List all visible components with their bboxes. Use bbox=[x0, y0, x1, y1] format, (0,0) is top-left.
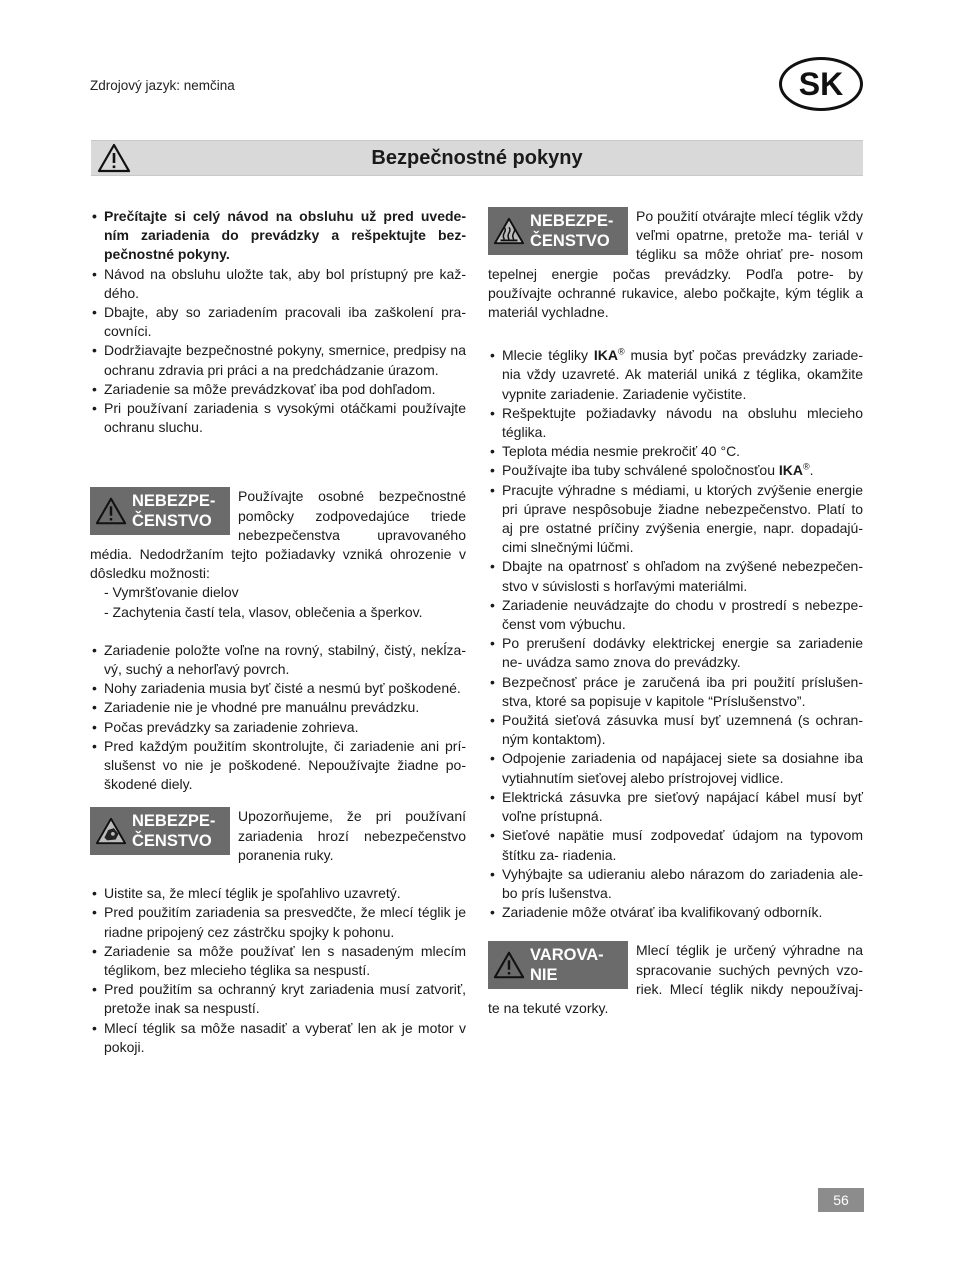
danger-notice-hot bbox=[488, 207, 863, 322]
list-item: • Uistite sa, že mlecí téglik je spoľahlivo uzavretý. bbox=[90, 884, 466, 903]
danger-label: NEBEZPE- ČENSTVO bbox=[132, 812, 216, 851]
warning-label-box bbox=[488, 941, 628, 989]
danger-label: NEBEZPE- ČENSTVO bbox=[132, 492, 216, 531]
list-item: • Odpojenie zariadenia od napájacej siete sa dosiahne iba vytiahnutím sieťovej alebo prístrojovej vidlice. bbox=[488, 749, 863, 787]
left-column bbox=[90, 207, 466, 1057]
brand-name: IKA bbox=[593, 347, 618, 364]
right-column bbox=[488, 207, 863, 1018]
list-item: • Elektrická zásuvka pre sieťový napájací kábel musí byť voľne prístupná. bbox=[488, 788, 863, 826]
list-item: • Prečítajte si celý návod na obsluhu už pred uvede- ním zariadenia do prevádzky a rešpektujte bez- pečnostné pokyny. bbox=[90, 207, 466, 265]
list-item: • Bezpečnosť práce je zaručená iba pri použití príslušen- stva, ktoré sa popisuje v kapitole “Príslušenstvo”. bbox=[488, 673, 863, 711]
danger-label-box bbox=[488, 207, 628, 255]
list-item: • Zariadenie položte voľne na rovný, stabilný, čistý, nekĺza- vý, suchý a nehorľavý povrch. bbox=[90, 641, 466, 679]
list-item: • Mlecí téglik sa môže nasadiť a vyberať len ak je motor v pokoji. bbox=[90, 1019, 466, 1057]
list-item: • Zariadenie neuvádzajte do chodu v prostredí s nebezpe- čenst vom výbuchu. bbox=[488, 596, 863, 634]
list-item: • Po prerušení dodávky elektrickej energie sa zariadenie ne- uvádza samo znova do prevádzky. bbox=[488, 634, 863, 672]
warning-triangle-icon bbox=[493, 950, 525, 980]
list-item: • Používajte iba tuby schválené spoločnosťou IKA®. bbox=[488, 461, 863, 480]
danger-label-box bbox=[90, 487, 230, 535]
list-item: • Použitá sieťová zásuvka musí byť uzemnená (s ochran- ným kontaktom). bbox=[488, 711, 863, 749]
danger-label: NEBEZPE- ČENSTVO bbox=[530, 212, 614, 250]
danger-text: Upozorňujeme, že pri používaní zariadenia hrozí nebezpečenstvo poranenia ruky. bbox=[238, 808, 466, 863]
list-item: • Sieťové napätie musí zodpovedať údajom na typovom štítku za- riadenia. bbox=[488, 826, 863, 864]
section-title-bar bbox=[91, 140, 863, 176]
danger-notice-hand bbox=[90, 807, 466, 865]
list-item: • Pred každým použitím skontrolujte, či zariadenie ani prí- slušenst vo nie je poškodené. Nepoužívajte žiadne po- škodené diely. bbox=[90, 737, 466, 795]
list-item: • Pred použitím sa ochranný kryt zariadenia musí zatvoriť, pretože inak sa nespustí. bbox=[90, 980, 466, 1018]
danger-notice-ppe bbox=[90, 487, 466, 621]
warning-triangle-icon bbox=[95, 496, 127, 526]
page-number: 56 bbox=[818, 1188, 864, 1212]
danger-text: Po použití otvárajte mlecí téglik vždy veľmi opatrne, pretože ma- teriál v tégliku sa môže ohriať pre- nosom tepelnej energie počas prevádzky. Podľa potre- by používajte ochranné rukavice, alebo počkajte, kým téglik a materiál vychladne. bbox=[488, 208, 863, 321]
hot-surface-icon bbox=[493, 216, 525, 246]
registered-mark: ® bbox=[617, 346, 625, 357]
list-item: • Rešpektujte požiadavky návodu na obsluhu mlecieho téglika. bbox=[488, 404, 863, 442]
source-language-note: Zdrojový jazyk: nemčina bbox=[90, 78, 235, 93]
list-item: • Mlecie tégliky IKA® musia byť počas prevádzky zariade- nia vždy uzavreté. Ak materiál uniká z téglika, okamžite vypnite zariadenie. Zariadenie vyčistite. bbox=[488, 346, 863, 404]
list-item: • Počas prevádzky sa zariadenie zohrieva. bbox=[90, 718, 466, 737]
hand-injury-icon bbox=[95, 816, 127, 846]
hazard-item: - Vymršťovanie dielov bbox=[104, 584, 239, 601]
registered-mark: ® bbox=[803, 461, 810, 472]
list-item: • Zariadenie sa môže prevádzkovať iba pod dohľadom. bbox=[90, 380, 466, 399]
list-item: • Vyhýbajte sa udieraniu alebo nárazom do zariadenia ale- bo prís lušenstva. bbox=[488, 865, 863, 903]
list-item: • Pri používaní zariadenia s vysokými otáčkami používajte ochranu sluchu. bbox=[90, 399, 466, 437]
list-item: • Návod na obsluhu uložte tak, aby bol prístupný pre kaž- dého. bbox=[90, 265, 466, 303]
hazard-item: - Zachytenia častí tela, vlasov, oblečenia a šperkov. bbox=[104, 603, 423, 620]
list-item: • Zariadenie sa môže používať len s nasadeným mlecím téglikom, bez mlecieho téglika sa nespustí. bbox=[90, 942, 466, 980]
language-badge: SK bbox=[779, 57, 863, 111]
list-item: • Zariadenie nie je vhodné pre manuálnu prevádzku. bbox=[90, 698, 466, 717]
danger-label-box bbox=[90, 807, 230, 855]
list-item: • Dodržiavajte bezpečnostné pokyny, smernice, predpisy na ochranu zdravia pri práci a na predchádzanie úrazom. bbox=[90, 341, 466, 379]
right-bullet-list bbox=[488, 346, 863, 922]
warning-text: Mlecí téglik je určený výhradne na spracovanie suchých pevných vzo- riek. Mlecí téglik nikdy nepoužívaj- te na tekuté vzorky. bbox=[488, 942, 863, 1016]
list-item: • Zariadenie môže otvárať iba kvalifikovaný odborník. bbox=[488, 903, 863, 922]
list-item: • Teplota média nesmie prekročiť 40 °C. bbox=[488, 442, 863, 461]
warning-notice-liquids bbox=[488, 941, 863, 1018]
warning-label: VAROVA- NIE bbox=[530, 946, 604, 985]
brand-name: IKA bbox=[778, 462, 803, 479]
list-item: • Pracujte výhradne s médiami, u ktorých zvýšenie energie pri úprave nespôsobuje žiadne nebezpečenstvo. Platí to aj pre ostatné príčiny zvýšenia energie, napr. dopadajú- cimi slnečnými lúčmi. bbox=[488, 481, 863, 558]
danger-text: Používajte osobné bezpečnostné pomôcky zodpovedajúce triede nebezpečenstva upravovaného média. Nedodržaním tejto požiadavky vzniká ohrozenie v dôsledku možnosti: bbox=[90, 488, 466, 582]
list-item: • Nohy zariadenia musia byť čisté a nesmú byť poškodené. bbox=[90, 679, 466, 698]
list-item: • Dbajte, aby so zariadením pracovali iba zaškolení pra- covníci. bbox=[90, 303, 466, 341]
page-title: Bezpečnostné pokyny bbox=[371, 147, 583, 169]
list-item: • Dbajte na opatrnosť s ohľadom na zvýšené nebezpečen- stvo v súvislosti s horľavými materiálmi. bbox=[488, 557, 863, 595]
list-item: • Pred použitím zariadenia sa presvedčte, že mlecí téglik je riadne pripojený cez zástrčku spojky k pohonu. bbox=[90, 903, 466, 941]
